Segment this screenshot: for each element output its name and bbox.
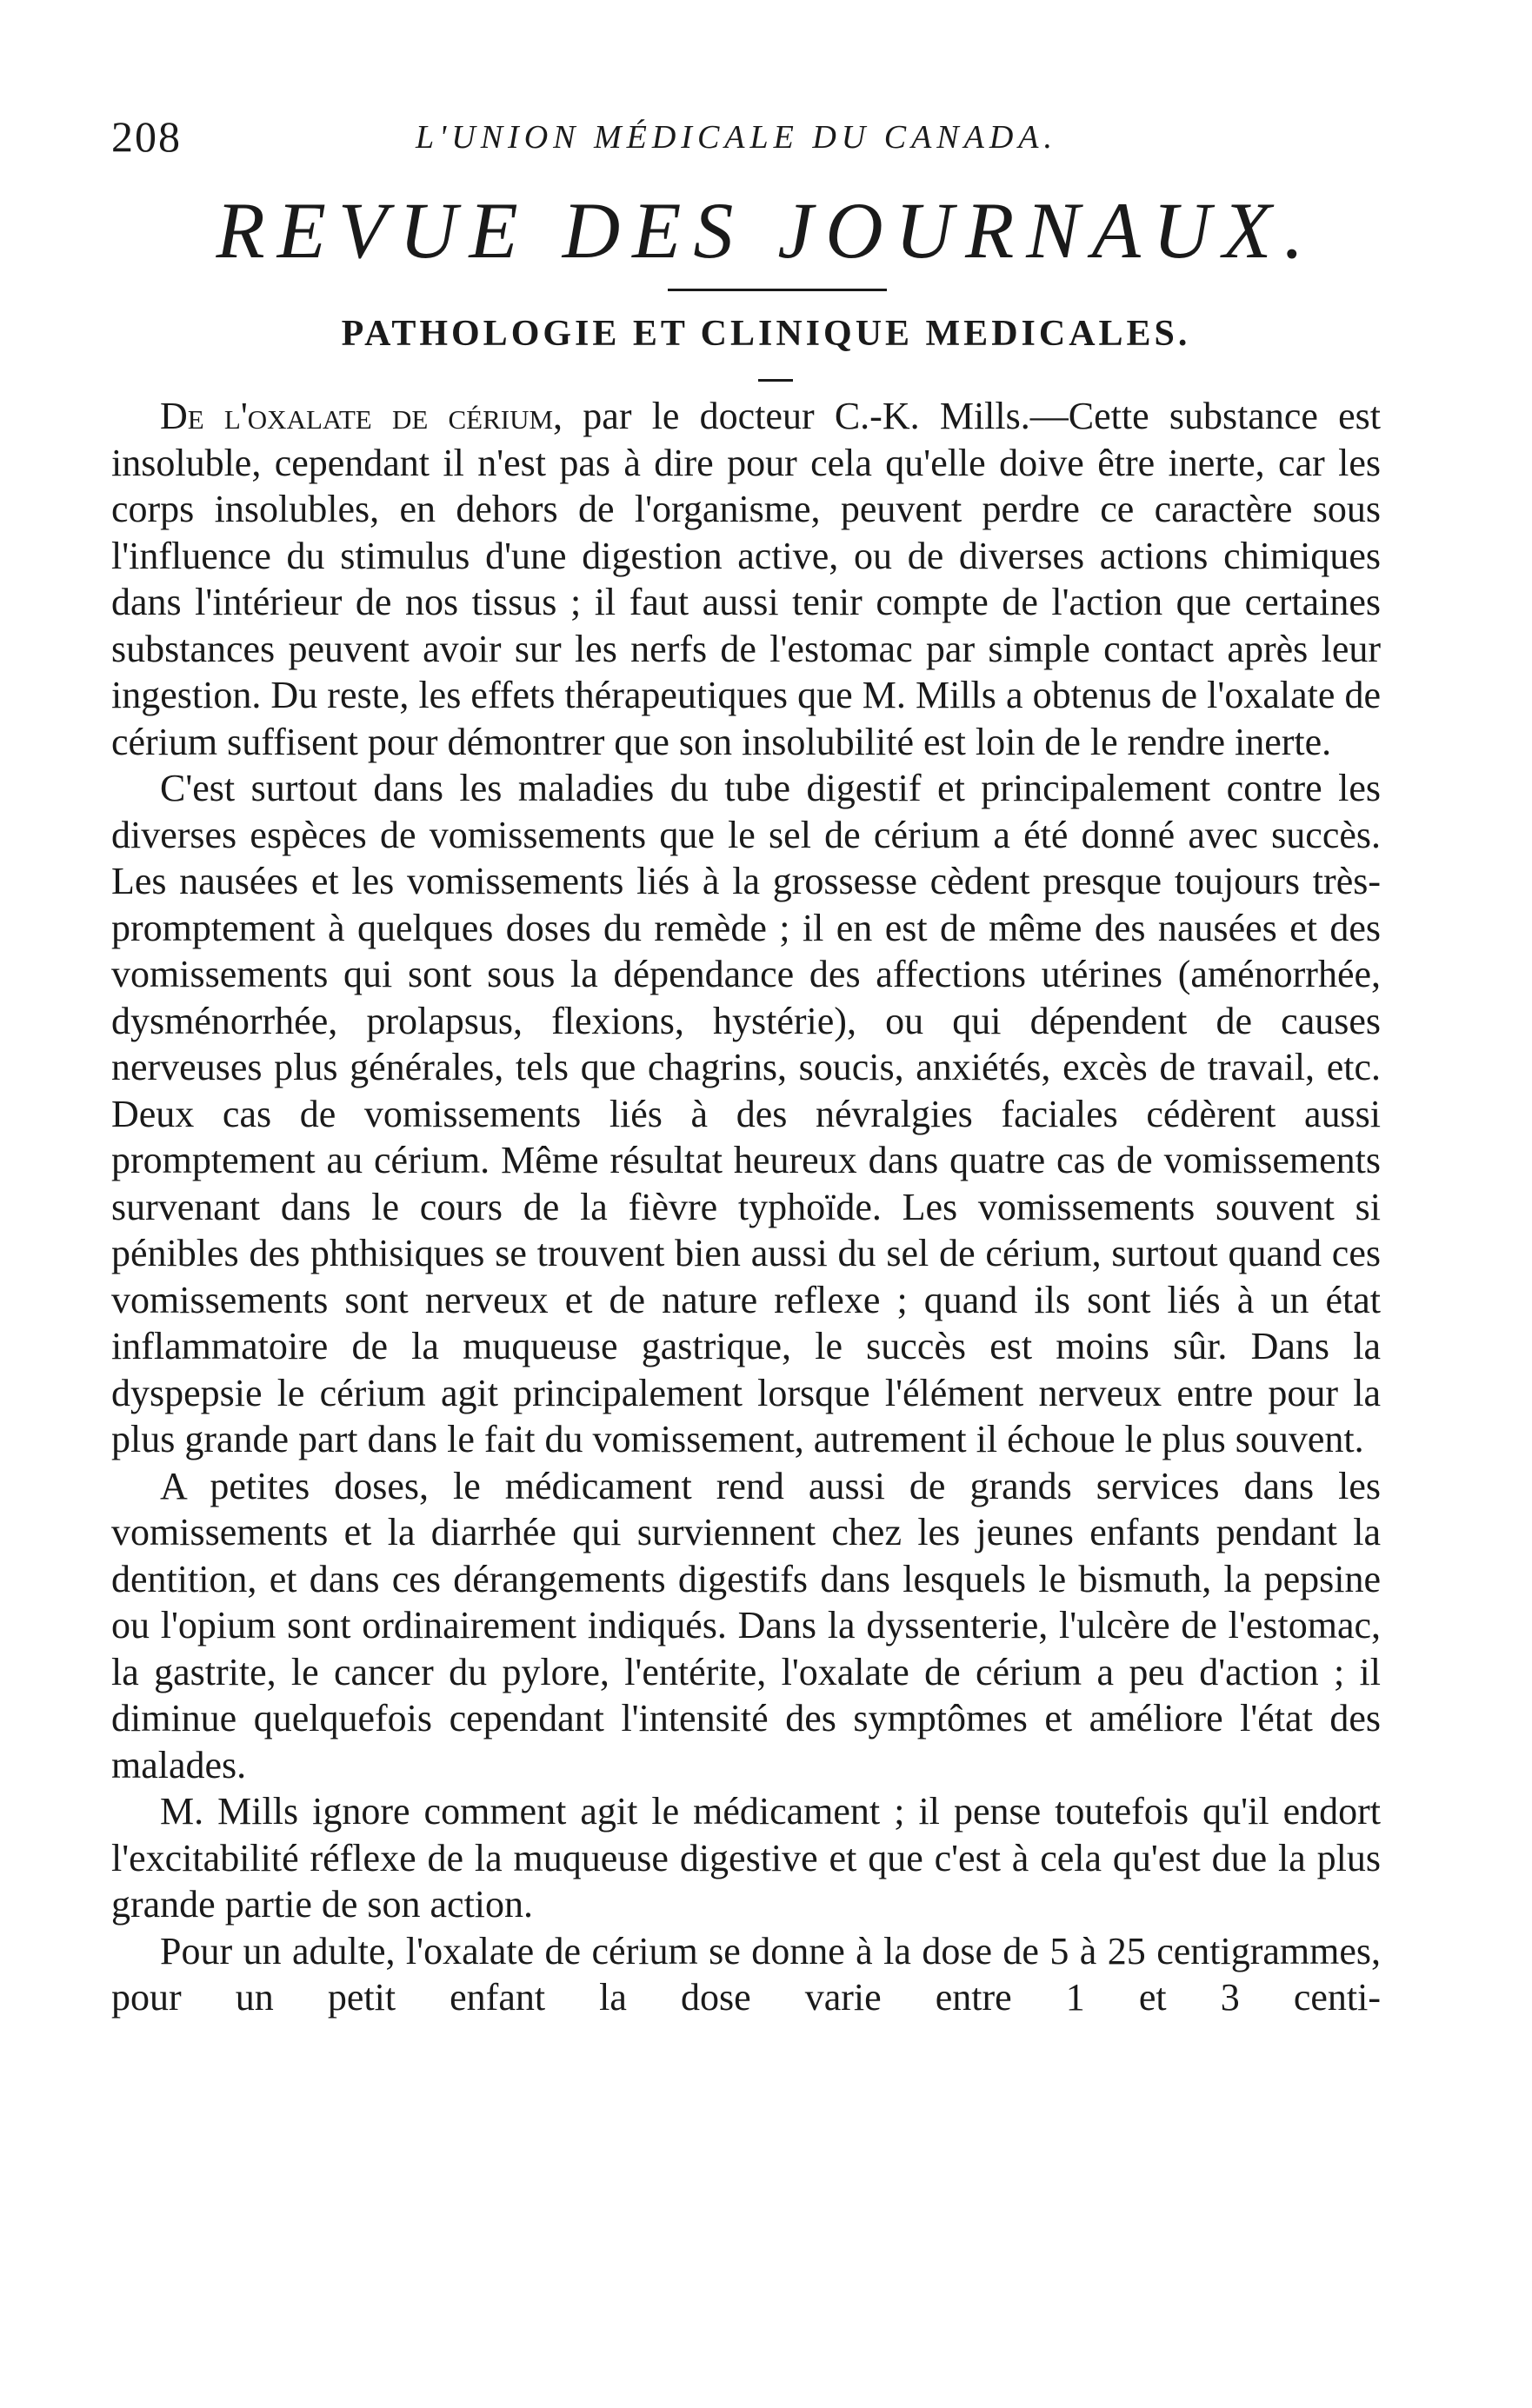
paragraph-text: par le docteur C.-K. Mills.—Cette substance est insoluble, cependant il n'est pas à dire pour cela qu'elle doive être inerte, car les corps insolubles, en dehors de l'organisme, peuvent perdre ce caractère sous l'influence du stimulus d'une digestion active, ou de diverses actions chimiques dans l'intérieur de nos tissus ; il faut aussi tenir compte de l'action que certaines substances peuvent avoir sur les nerfs de l'estomac par simple contact après leur ingestion. Du reste, les effets thérapeutiques que M. Mills a obtenus de l'oxalate de cérium suffisent pour démontrer que son insolubilité est loin de le rendre inerte. <box>111 395 1381 763</box>
section-title: REVUE DES JOURNAUX. <box>216 186 1316 275</box>
paragraph <box>111 393 1381 765</box>
running-head <box>111 111 1381 163</box>
article-body <box>111 393 1381 2021</box>
article-heading: De l'oxalate de cérium, <box>160 395 563 437</box>
journal-name: L'UNION MÉDICALE DU CANADA. <box>416 119 1058 156</box>
subsection-rule <box>758 379 793 382</box>
paragraph: A petites doses, le médicament rend aussi de grands services dans les vomissements et la diarrhée qui surviennent chez les jeunes enfants pendant la dentition, et dans ces dérangements digestifs dans lesquels le bismuth, la pepsine ou l'opium sont ordinairement indiqués. Dans la dyssenterie, l'ulcère de l'estomac, la gastrite, le cancer du pylore, l'entérite, l'oxalate de cérium a peu d'action ; il diminue quelquefois cependant l'intensité des symptômes et améliore l'état des malades. <box>111 1464 1381 1786</box>
page-number: 208 <box>111 112 182 161</box>
paragraph: Pour un adulte, l'oxalate de cérium se donne à la dose de 5 à 25 centigrammes, pour un petit enfant la dose varie entre 1 et 3 centi- <box>111 1929 1381 2019</box>
paragraph: C'est surtout dans les maladies du tube digestif et principalement contre les diverses espèces de vomissements que le sel de cérium a été donné avec succès. Les nausées et les vomissements liés à la grossesse cèdent presque toujours très-promptement à quelques doses du remède ; il en est de même des nausées et des vomissements qui sont sous la dépendance des affections utérines (aménorrhée, dysménorrhée, prolapsus, flexions, hystérie), ou qui dépendent de causes nerveuses plus générales, tels que chagrins, soucis, anxiétés, excès de travail, etc. Deux cas de vomissements liés à des névralgies faciales cédèrent aussi promptement au cérium. Même résultat heureux dans quatre cas de vomissements survenant dans le cours de la fièvre typhoïde. Les vomissements souvent si pénibles des phthisiques se trouvent bien aussi du sel de cérium, surtout quand ces vomissements sont nerveux et de nature reflexe ; quand ils sont liés à un état inflammatoire de la muqueuse gastrique, le succès est moins sûr. Dans la dyspepsie le cérium agit principalement lorsque l'élément nerveux entre pour la plus grande part dans le fait du vomissement, autrement il échoue le plus souvent. <box>111 767 1381 1460</box>
title-rule <box>668 289 887 291</box>
subsection-title: PATHOLOGIE ET CLINIQUE MEDICALES. <box>341 314 1191 354</box>
paragraph: M. Mills ignore comment agit le médicament ; il pense toutefois qu'il endort l'excitabilité réflexe de la muqueuse digestive et que c'est à cela qu'est due la plus grande partie de son action. <box>111 1790 1381 1926</box>
